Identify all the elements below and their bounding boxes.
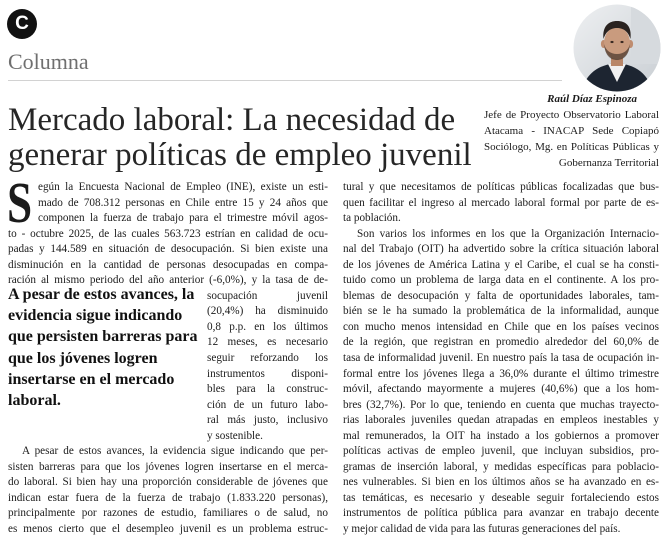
left-column-line: ración al mismo periodo del año anterior (-6,0%), y la tasa de de- (8, 274, 328, 287)
left-column-line: indican estar fuera de la fuerza de trabajo (1.833.220 personas), (8, 491, 328, 504)
author-bio-line: Jefe de Proyecto Observatorio Laboral (484, 109, 659, 121)
left-column-line: to - octubre 2025, de las cuales 563.723 estrían en calidad de ocu- (8, 227, 328, 240)
drop-cap: S (7, 170, 33, 235)
narrow-column-line: 0,8 p.p. en los últimos (207, 320, 328, 333)
section-divider (8, 80, 562, 81)
title-line: generar políticas de empleo juvenil (8, 137, 472, 173)
right-column-line: rias laborales juveniles quedan atrapadas en empleos inestables y (343, 414, 659, 427)
right-column (343, 180, 659, 538)
right-column-line: móvil, afectando mayormente a mujeres (40,6%) que a los hom- (343, 383, 659, 396)
article-title (8, 103, 472, 173)
right-column-line: gramas de inserción laboral, y medidas específicas para poblacio- (343, 460, 659, 473)
right-column-line: nal del Trabajo (OIT) ha advertido sobre la crítica situación laboral (343, 243, 659, 256)
right-column-line: con mucho menos intensidad en Chile que en los países vecinos (343, 320, 659, 333)
narrow-column-line: instrumentos disponi- (207, 367, 328, 380)
left-column-line: es menos cierto que el desempleo juvenil es un problema estruc- (8, 523, 328, 536)
pull-quote-line: A pesar de estos avances, la (8, 286, 195, 303)
narrow-column-line: 12 meses, es necesario (207, 336, 328, 349)
narrow-column-line: seguir reforzando los (207, 352, 328, 365)
author-bio-line: Sociólogo, Mg. en Políticas Públicas y (484, 141, 659, 153)
narrow-column-line: y sostenible. (207, 429, 263, 442)
pull-quote-line: que persisten barreras para (8, 328, 198, 346)
narrow-column-line: ción de un futuro labo- (207, 398, 328, 411)
title-line: Mercado laboral: La necesidad de (8, 102, 456, 138)
right-column-line: ta población. (343, 212, 401, 225)
right-column-line: tasa de informalidad juvenil. En nuestro país la tasa de ocupación in- (343, 352, 659, 365)
left-column-line: mado de 708.312 personas en Chile entre 15 y 24 años que (38, 196, 328, 209)
left-column-line: egún la Encuesta Nacional de Empleo (INE), existe un esti- (38, 181, 328, 193)
right-column-line: políticas activas de empleo juvenil, que incluyan subsidios, pro- (343, 445, 659, 458)
right-column-line: tas temáticas, es necesario y deseable seguir fortaleciendo estos (343, 491, 659, 504)
left-column-line: A pesar de estos avances, la evidencia sigue indicando que per- (22, 445, 328, 458)
author-bio-line: Gobernanza Territorial (558, 157, 659, 169)
pull-quote-line: laboral. (8, 391, 61, 409)
pull-quote-line: evidencia sigue indicando (8, 307, 183, 325)
right-column-line: bién se le ha sumado la problemática de la informalidad, aunque (343, 305, 659, 318)
right-column-line: de los jóvenes de América Latina y el Caribe, el cual se ha consti- (343, 258, 659, 271)
right-column-line: de la región, que registran en promedio alrededor del 60,0% de (343, 336, 659, 349)
right-column-line: Son varios los informes en los que la Organización Internacio- (357, 227, 659, 240)
pull-quote-line: que los jóvenes logren (8, 349, 158, 367)
right-column-line: mal remunerados, la OIT ha instado a los gobiernos a promover (343, 429, 659, 442)
section-label: Columna (8, 49, 89, 74)
section-badge: C (7, 9, 37, 39)
left-column-line: componen la fuerza de trabajo para el trimestre móvil agos- (38, 212, 328, 225)
author-block (484, 91, 659, 171)
right-column-line: y mejor calidad de vida para las futuras generaciones del país. (343, 523, 621, 536)
right-column-line: bres (32,7%). Por lo que, teniendo en cuenta que muchas trayecto- (343, 398, 659, 411)
right-column-line: quen facilitar el ingreso al mercado laboral formal por parte de es- (343, 196, 659, 209)
left-column-line: padas y 144.589 en situación de desocupación. Si bien existe una (8, 243, 328, 256)
narrow-column-line: ral más justo, inclusivo (207, 414, 328, 427)
left-column-line: disminución en la cantidad de personas desocupadas en compa- (8, 258, 328, 271)
right-column-line: blemas de desocupación y falta de oportunidades laborales, tam- (343, 289, 659, 302)
right-column-line: instrumentos de política pública para avanzar en trabajo decente (343, 507, 659, 520)
left-column-line: sisten barreras para que los jóvenes logren insertarse en el merca- (8, 460, 328, 473)
narrow-column-line: (20,4%) ha disminuido (207, 305, 328, 318)
pull-quote-line: insertarse en el mercado (8, 370, 175, 388)
right-column-line: nes vulnerables. Si bien en los últimos años se ha avanzado en es- (343, 476, 659, 489)
narrow-column-line: bles para la construc- (207, 383, 328, 396)
left-column-line: do laboral. Si bien hay una proporción considerable de jóvenes que (8, 476, 328, 489)
right-column-line: tuido como un problema de larga data en el continente. A los pro- (343, 274, 659, 287)
right-column-line: formal entre los jóvenes llega a 36,0% durante el último trimestre (343, 367, 659, 380)
narrow-column-line: socupación juvenil (207, 289, 328, 302)
pull-quote (8, 284, 202, 411)
author-name: Raúl Díaz Espinoza (547, 93, 637, 105)
author-bio-line: Atacama - INACAP Sede Copiapó (484, 125, 659, 137)
right-column-line: tural y que necesitamos de políticas públicas focalizadas que bus- (343, 181, 659, 193)
left-column-line: principalmente por razones de estudio, familiares o de salud, no (8, 507, 328, 520)
author-photo (573, 4, 661, 92)
